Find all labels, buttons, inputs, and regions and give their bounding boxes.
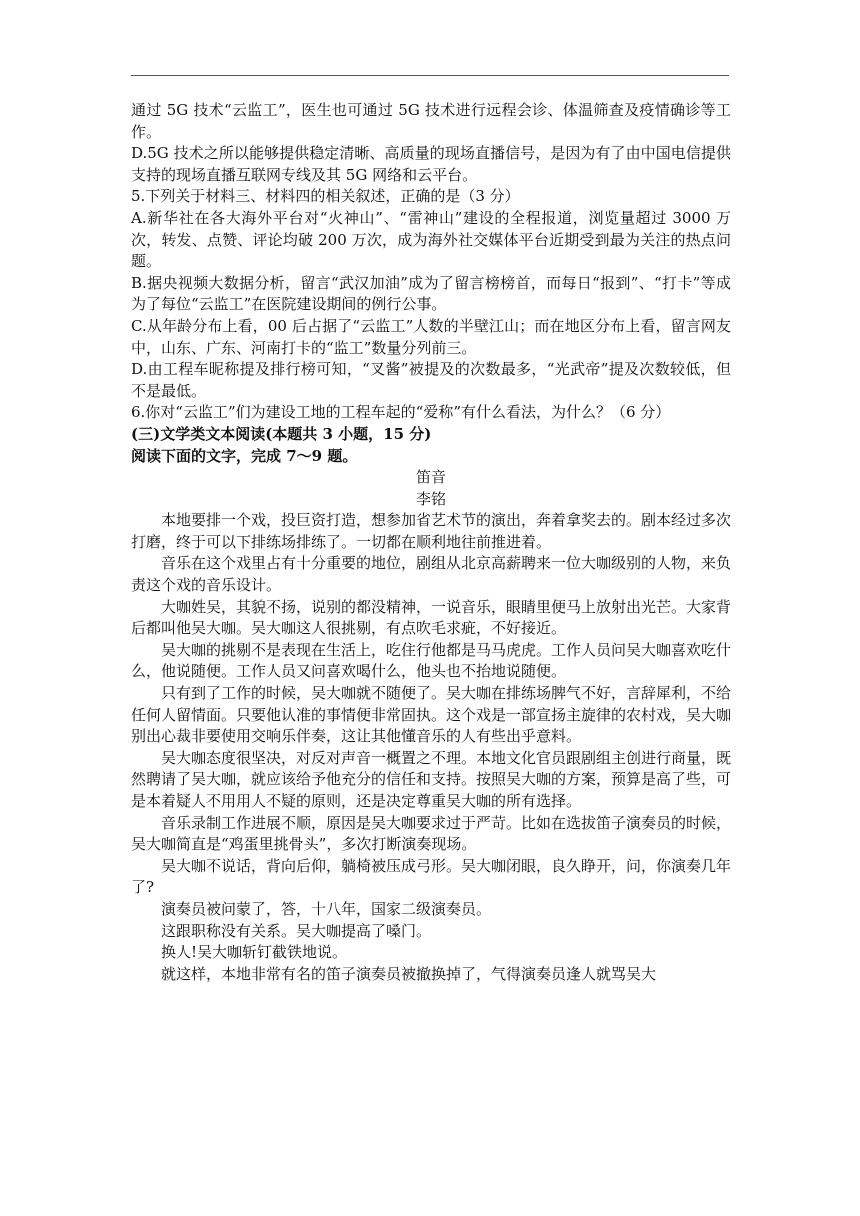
section-instruction: 阅读下面的文字，完成 7～9 题。	[131, 446, 358, 465]
story-paragraph: 音乐录制工作进展不顺，原因是吴大咖要求过于严苛。比如在选拔笛子演奏员的时候，吴大咖简直是“鸡蛋里挑骨头”，多次打断演奏现场。	[131, 813, 732, 854]
story-title: 笛音	[415, 468, 446, 487]
story-author: 李铭	[415, 489, 446, 508]
text-line: 通过 5G 技术“云监工”，医生也可通过 5G 技术进行远程会诊、体温筛查及疫情确诊等工作。	[131, 101, 731, 141]
option-c: C.从年龄分布上看，00 后占据了“云监工”人数的半壁江山；而在地区分布上看，留言网友中，山东、广东、河南打卡的“监工”数量分列前三。	[131, 316, 731, 357]
story-paragraph: 吴大咖态度很坚决，对反对声音一概置之不理。本地文化官员跟剧组主创进行商量，既然聘请了吴大咖，就应该给予他充分的信任和支持。按照吴大咖的方案，预算是高了些，可是本着疑人不用用人不疑的原则，还是决定尊重吴大咖的所有选择。	[131, 748, 732, 810]
option-b: B.据央视频大数据分析，留言“武汉加油”成为了留言榜榜首，而每日“报到”、“打卡”等成为了每位“云监工”在医院建设期间的例行公事。	[131, 273, 731, 314]
story-paragraph: 演奏员被问蒙了，答，十八年，国家二级演奏员。	[161, 899, 492, 918]
question-5: 5.下列关于材料三、材料四的相关叙述，正确的是（3 分）	[131, 187, 520, 206]
story-paragraph: 音乐在这个戏里占有十分重要的地位，剧组从北京高薪聘来一位大咖级别的人物，来负责这个戏的音乐设计。	[131, 554, 732, 595]
section-heading: (三)文学类文本阅读(本题共 3 小题，15 分)	[131, 424, 432, 443]
story-paragraph: 吴大咖的挑剔不是表现在生活上，吃住行他都是马马虎虎。工作人员问吴大咖喜欢吃什么，他说随便。工作人员又问喜欢喝什么，他头也不抬地说随便。	[131, 640, 732, 681]
option-d: D.由工程车昵称提及排行榜可知，“叉酱”被提及的次数最多，“光武帝”提及次数较低，但不是最低。	[131, 360, 731, 400]
story-paragraph: 只有到了工作的时候，吴大咖就不随便了。吴大咖在排练场脾气不好，言辞犀利，不给任何人留情面。只要他认准的事情便非常固执。这个戏是一部宣扬主旋律的农村戏，吴大咖别出心裁非要使用交响乐伴奏，这让其他懂音乐的人有些出乎意料。	[131, 684, 732, 746]
header-rule	[131, 75, 729, 76]
story-paragraph: 就这样，本地非常有名的笛子演奏员被撤换掉了，气得演奏员逢人就骂吴大	[161, 964, 657, 983]
story-paragraph: 这跟职称没有关系。吴大咖提高了嗓门。	[161, 921, 432, 940]
story-paragraph: 换人!吴大咖斩钉截铁地说。	[161, 943, 348, 962]
question-6: 6.你对“云监工”们为建设工地的工程车起的“爱称”有什么看法，为什么？（6 分）	[131, 403, 671, 422]
page-content	[131, 100, 731, 985]
option-a: A.新华社在各大海外平台对“火神山”、“雷神山”建设的全程报道，浏览量超过 3000 万次，转发、点赞、评论均破 200 万次，成为海外社交媒体平台近期受到最为关注的热点问题。	[131, 208, 731, 271]
story-paragraph: 本地要排一个戏，投巨资打造，想参加省艺术节的演出，奔着拿奖去的。剧本经过多次打磨，终于可以下排练场排练了。一切都在顺利地往前推进着。	[131, 511, 732, 551]
option-d-line: D.5G 技术之所以能够提供稳定清晰、高质量的现场直播信号，是因为有了由中国电信提供支持的现场直播互联网专线及其 5G 网络和云平台。	[131, 144, 731, 184]
story-paragraph: 吴大咖不说话，背向后仰，躺椅被压成弓形。吴大咖闭眼，良久睁开，问，你演奏几年了?	[131, 856, 732, 897]
story-paragraph: 大咖姓吴，其貌不扬，说别的都没精神，一说音乐，眼睛里便马上放射出光芒。大家背后都叫他吴大咖。吴大咖这人很挑剔，有点吹毛求疵，不好接近。	[131, 597, 732, 638]
